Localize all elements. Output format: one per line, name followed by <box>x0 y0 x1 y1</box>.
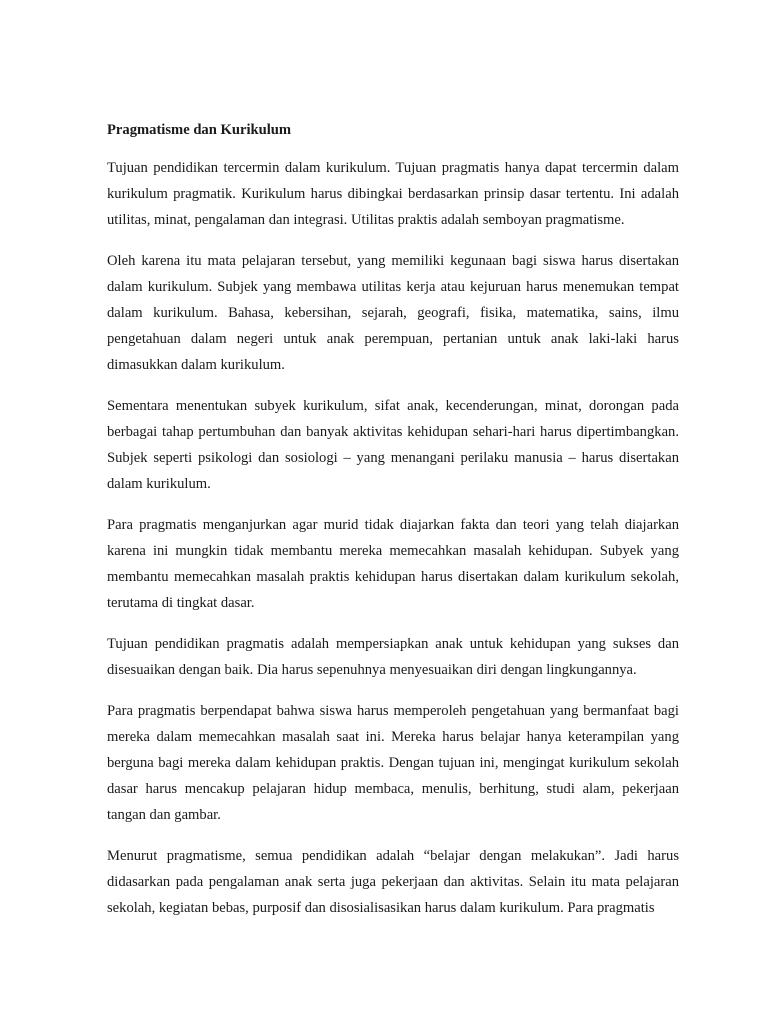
document-title: Pragmatisme dan Kurikulum <box>107 122 292 138</box>
paragraph-3: Sementara menentukan subyek kurikulum, sifat anak, kecenderungan, minat, dorongan pada berbagai tahap pertumbuhan dan banyak aktivitas kehidupan sehari-hari harus dipertimbangkan. Subjek seperti psikologi dan sosiologi – yang menangani perilaku manusia – harus disertakan dalam kurikulum. <box>107 398 679 492</box>
paragraph-1: Tujuan pendidikan tercermin dalam kurikulum. Tujuan pragmatis hanya dapat tercermin dalam kurikulum pragmatik. Kurikulum harus dibingkai berdasarkan prinsip dasar tertentu. Ini adalah utilitas, minat, pengalaman dan integrasi. Utilitas praktis adalah semboyan pragmatisme. <box>107 160 679 228</box>
paragraph-5: Tujuan pendidikan pragmatis adalah mempersiapkan anak untuk kehidupan yang sukses dan disesuaikan dengan baik. Dia harus sepenuhnya menyesuaikan diri dengan lingkungannya. <box>107 636 679 678</box>
paragraph-2: Oleh karena itu mata pelajaran tersebut, yang memiliki kegunaan bagi siswa harus disertakan dalam kurikulum. Subjek yang membawa utilitas kerja atau kejuruan harus menemukan tempat dalam kurikulum. Bahasa, kebersihan, sejarah, geografi, fisika, matematika, sains, ilmu pengetahuan dalam negeri untuk anak perempuan, pertanian untuk anak laki-laki harus dimasukkan dalam kurikulum. <box>107 253 679 373</box>
paragraph-7: Menurut pragmatisme, semua pendidikan adalah “belajar dengan melakukan”. Jadi harus didasarkan pada pengalaman anak serta juga pekerjaan dan aktivitas. Selain itu mata pelajaran sekolah, kegiatan bebas, purposif dan disosialisasikan harus dalam kurikulum. Para pragmatis <box>107 848 679 916</box>
document-page <box>107 119 679 936</box>
paragraph-4: Para pragmatis menganjurkan agar murid tidak diajarkan fakta dan teori yang telah diajarkan karena ini mungkin tidak membantu mereka memecahkan masalah kehidupan. Subyek yang membantu memecahkan masalah praktis kehidupan harus disertakan dalam kurikulum sekolah, terutama di tingkat dasar. <box>107 517 679 611</box>
paragraph-6: Para pragmatis berpendapat bahwa siswa harus memperoleh pengetahuan yang bermanfaat bagi mereka dalam memecahkan masalah saat ini. Mereka harus belajar hanya keterampilan yang berguna bagi mereka dalam kehidupan praktis. Dengan tujuan ini, mengingat kurikulum sekolah dasar harus mencakup pelajaran hidup membaca, menulis, berhitung, studi alam, pekerjaan tangan dan gambar. <box>107 703 679 823</box>
